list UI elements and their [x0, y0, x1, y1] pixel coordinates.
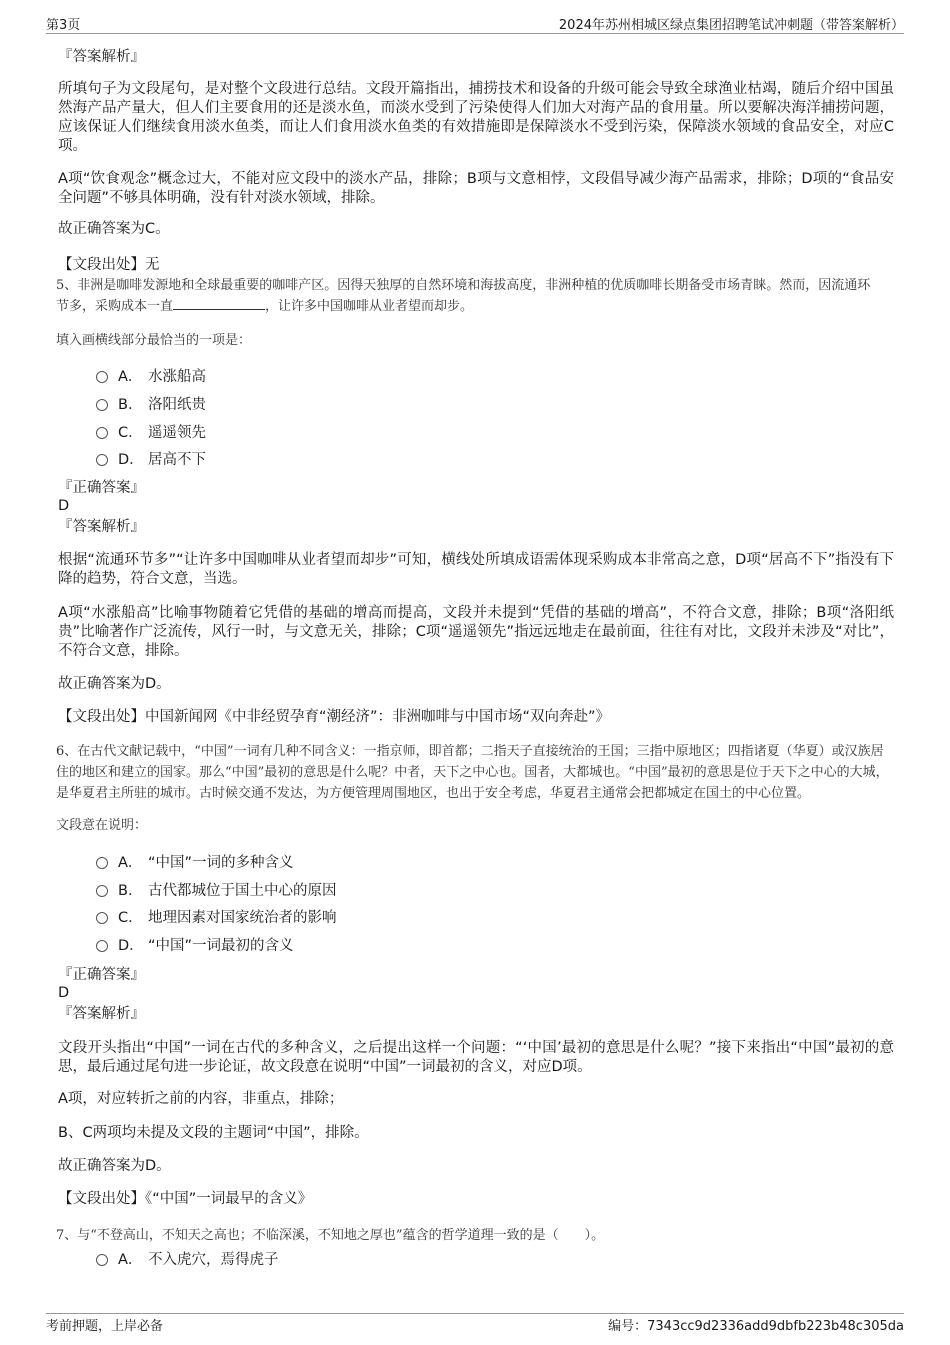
q7-stem: 7、与“不登高山，不知天之高也；不临深溪，不知地之厚也”蕴含的哲学道理一致的是（ ）。	[56, 1228, 605, 1243]
q5-stem-line2	[56, 296, 896, 317]
q6-option-b[interactable]: B． 古代都城位于国土中心的原因	[96, 878, 337, 900]
q4-analysis-p1: 所填句子为文段尾句，是对整个文段进行总结。文段开篇指出，捕捞技术和设备的升级可能会导致全球渔业枯竭，随后介绍中国虽然海产品产量大，但人们主要食用的还是淡水鱼，而淡水受到了污染使得人们加大对海产品的食用量。所以要解决海洋捕捞问题，应该保证人们继续食用淡水鱼类，而让人们食用淡水鱼类的有效措施即是保障淡水不受到污染，保障淡水领域的食品安全，对应C项。	[58, 81, 894, 154]
q5-option-b[interactable]: B． 洛阳纸贵	[96, 392, 206, 414]
q6-stem: 6、在古代文献记载中，“中国”一词有几种不同含义：一指京师，即首都；二指天子直接统治的王国；三指中原地区；四指诸夏（华夏）或汉族居住的地区和建立的国家。那么“中国”最初的意思是什么呢？中者，天下之中心也。国者，大都城也。“中国”最初的意思是位于天下之中心的大城，是华夏君主所驻的城市。古时候交通不发达，为方便管理周围地区，也出于安全考虑，华夏君主通常会把都城定在国土的中心位置。	[56, 744, 889, 801]
q5-source: 【文段出处】中国新闻网《中非经贸孕育“潮经济”：非洲咖啡与中国市场“双向奔赴”》	[58, 709, 611, 725]
q5-stem-part2: ，让许多中国咖啡从业者望而却步。	[265, 299, 474, 314]
radio-icon[interactable]	[96, 371, 108, 383]
footer-rule	[46, 1313, 904, 1314]
q5-fill-blank	[173, 297, 265, 310]
radio-icon[interactable]	[96, 912, 108, 924]
q5-analysis-label: 『答案解析』	[58, 519, 145, 535]
q5-prompt: 填入画横线部分最恰当的一项是：	[56, 333, 252, 348]
q4-source: 【文段出处】无	[58, 257, 160, 273]
footer-code: 编号：7343cc9d2336add9dbfb223b48c305da	[608, 1319, 904, 1334]
radio-icon[interactable]	[96, 857, 108, 869]
q6-option-a[interactable]: A． “中国”一词的多种含义	[96, 850, 294, 872]
page-number: 第3页	[46, 18, 81, 33]
footer-slogan: 考前押题，上岸必备	[46, 1319, 164, 1334]
q5-analysis-p2: A项“水涨船高”比喻事物随着它凭借的基础的增高而提高，文段并未提到“凭借的基础的增高”，不符合文意，排除；B项“洛阳纸贵”比喻著作广泛流传，风行一时，与文意无关，排除；C项“遥遥领先”指远远地走在最前面，往往有对比，文段并未涉及“对比”，不符合文意，排除。	[58, 605, 894, 659]
q5-conclusion: 故正确答案为D。	[58, 676, 171, 692]
q6-analysis-label: 『答案解析』	[58, 1006, 145, 1022]
radio-icon[interactable]	[96, 454, 108, 466]
q6-answer: D	[58, 985, 70, 1001]
q5-stem-part1: 节多，采购成本一直	[56, 299, 174, 314]
radio-icon[interactable]	[96, 1254, 108, 1266]
q6-option-c[interactable]: C． 地理因素对国家统治者的影响	[96, 905, 337, 927]
q5-analysis-p1: 根据“流通环节多”“让许多中国咖啡从业者望而却步”可知，横线处所填成语需体现采购成本非常高之意，D项“居高不下”指没有下降的趋势，符合文意，当选。	[58, 552, 894, 587]
q6-source: 【文段出处】《“中国”一词最早的含义》	[58, 1191, 313, 1207]
q5-stem	[56, 275, 896, 317]
q6-analysis-p2: A项，对应转折之前的内容，非重点，排除；	[58, 1091, 344, 1107]
q6-conclusion: 故正确答案为D。	[58, 1158, 171, 1174]
q4-conclusion: 故正确答案为C。	[58, 221, 170, 237]
q6-prompt: 文段意在说明：	[56, 818, 148, 833]
q5-option-c[interactable]: C． 遥遥领先	[96, 420, 206, 442]
radio-icon[interactable]	[96, 399, 108, 411]
q7-option-a[interactable]: A． 不入虎穴，焉得虎子	[96, 1247, 279, 1269]
q6-answer-label: 『正确答案』	[58, 967, 145, 983]
q5-answer: D	[58, 498, 70, 514]
document-title: 2024年苏州相城区绿点集团招聘笔试冲刺题（带答案解析）	[558, 18, 904, 33]
q4-analysis-label: 『答案解析』	[58, 49, 145, 65]
q5-option-d[interactable]: D． 居高不下	[96, 447, 206, 469]
header-rule	[46, 33, 904, 34]
radio-icon[interactable]	[96, 427, 108, 439]
q4-analysis-p2: A项“饮食观念”概念过大，不能对应文段中的淡水产品，排除；B项与文意相悖，文段倡导减少海产品需求，排除；D项的“食品安全问题”不够具体明确，没有针对淡水领域，排除。	[58, 171, 894, 206]
radio-icon[interactable]	[96, 885, 108, 897]
q6-analysis-p1: 文段开头指出“中国”一词在古代的多种含义，之后提出这样一个问题：“‘中国’最初的意思是什么呢？”接下来指出“中国”最初的意思，最后通过尾句进一步论证，故文段意在说明“中国”一词最初的含义，对应D项。	[58, 1040, 894, 1075]
q5-answer-label: 『正确答案』	[58, 480, 145, 496]
q6-analysis-p3: B、C两项均未提及文段的主题词“中国”，排除。	[58, 1125, 369, 1141]
radio-icon[interactable]	[96, 940, 108, 952]
q6-option-d[interactable]: D． “中国”一词最初的含义	[96, 933, 294, 955]
q5-option-a[interactable]: A． 水涨船高	[96, 364, 206, 386]
q5-stem-line1: 5、非洲是咖啡发源地和全球最重要的咖啡产区。因得天独厚的自然环境和海拔高度，非洲种植的优质咖啡长期备受市场青睐。然而，因流通环	[56, 278, 871, 293]
